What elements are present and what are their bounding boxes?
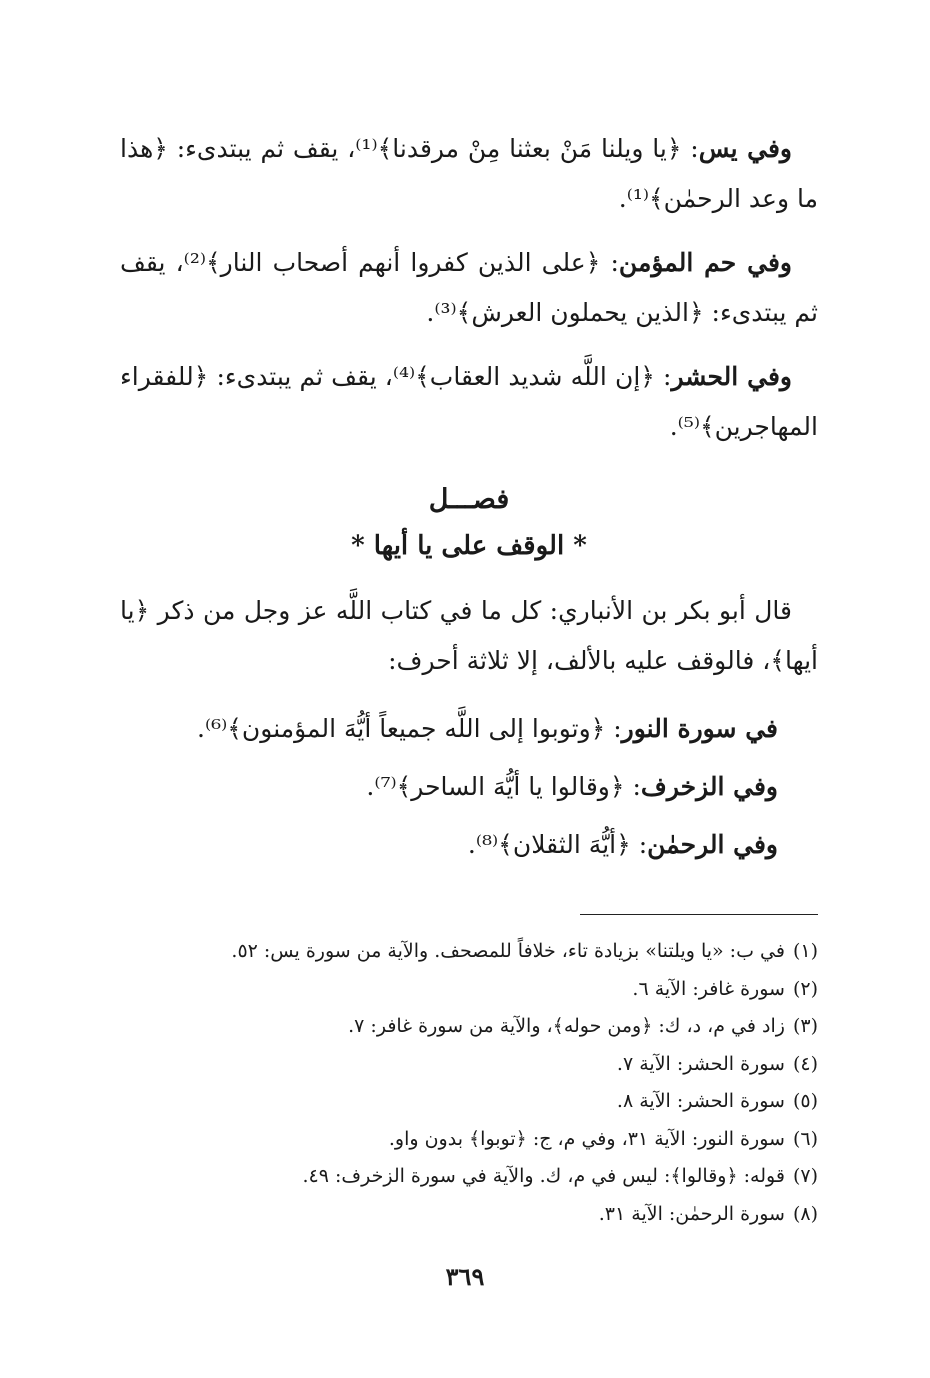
footnote [120,1008,818,1046]
footnote-number: (٢) [792,977,818,1000]
list-item [120,700,778,758]
footnote [120,1046,818,1084]
footnote-number: (٤) [792,1052,818,1075]
footnote [120,1121,818,1159]
paragraph-ghafir [120,238,818,338]
footnote-text: سورة النور: الآية ٣١، وفي م، ج: ﴿توبوا﴾ بدون واو. [388,1127,785,1150]
footnote [120,1083,818,1121]
footnote-number: (٦) [792,1127,818,1150]
paragraph-yasin [120,124,818,224]
paragraph-text: : ﴿إن اللَّه شديد العقاب﴾⁽⁴⁾، يقف ثم يبتدىء: ﴿للفقراء المهاجرين﴾⁽⁵⁾. [120,362,818,441]
footnote-number: (١) [792,940,818,962]
footnotes-list [120,933,818,1233]
footnote-text: قوله: ﴿وقالوا﴾: ليس في م، ك. والآية في سورة الزخرف: ٤٩. [302,1165,785,1187]
footnote-text: سورة غافر: الآية ٦. [632,977,785,1000]
footnote-number: (٧) [792,1165,818,1187]
footnote [120,933,818,971]
paragraph-lead: وفي يس [698,134,792,163]
footnote-number: (٨) [792,1202,818,1225]
section-title: فصـــل [428,484,510,515]
footnote [120,971,818,1009]
footnote [120,1158,818,1196]
section-subtitle: * الوقف على يا أيها * [351,531,587,561]
case-lead: وفي الرحمٰن [647,830,778,859]
footnote-text: سورة الحشر: الآية ٨. [616,1090,785,1112]
cases-list [120,700,818,874]
case-text: : ﴿أيُّهَ الثقلان﴾⁽⁸⁾. [467,830,648,859]
paragraph-text: : ﴿يا ويلنا مَنْ بعثنا مِنْ مرقدنا﴾⁽¹⁾، يقف ثم يبتدىء: ﴿هذا ما وعد الرحمٰن﴾⁽¹⁾. [120,134,818,213]
footnote-divider [580,914,818,915]
footnote-text: سورة الرحمٰن: الآية ٣١. [598,1202,785,1225]
footnote [120,1196,818,1234]
intro-text: قال أبو بكر بن الأنباري: كل ما في كتاب اللَّه عز وجل من ذكر ﴿يا أيها﴾، فالوقف عليه بالألف، إلا ثلاثة أحرف: [120,596,818,675]
list-item [120,758,778,816]
paragraph-lead: وفي الحشر [671,362,792,391]
footnote-text: سورة الحشر: الآية ٧. [616,1052,785,1075]
paragraph-text: : ﴿على الذين كفروا أنهم أصحاب النار﴾⁽²⁾، يقف ثم يبتدىء: ﴿الذين يحملون العرش﴾⁽³⁾. [120,248,818,327]
list-item [120,816,778,874]
footnote-text: في ب: «يا ويلتنا» بزيادة تاء، خلافاً للمصحف. والآية من سورة يس: ٥٢. [231,940,785,962]
footnote-number: (٥) [792,1090,818,1112]
case-text: : ﴿وتوبوا إلى اللَّه جميعاً أيُّهَ المؤمنون﴾⁽⁶⁾. [197,714,622,743]
case-lead: في سورة النور [621,714,778,743]
paragraph-hashr [120,352,818,452]
footnote-text: زاد في م، د، ك: ﴿ومن حوله﴾، والآية من سورة غافر: ٧. [348,1015,785,1037]
paragraph-lead: وفي حم المؤمن [618,248,793,277]
intro-paragraph [120,586,818,686]
footnote-number: (٣) [792,1015,818,1037]
case-text: : ﴿وقالوا يا أيُّهَ الساحر﴾⁽⁷⁾. [366,772,641,801]
page-number: ٣٦٩ [445,1262,485,1291]
case-lead: وفي الزخرف [640,772,778,801]
